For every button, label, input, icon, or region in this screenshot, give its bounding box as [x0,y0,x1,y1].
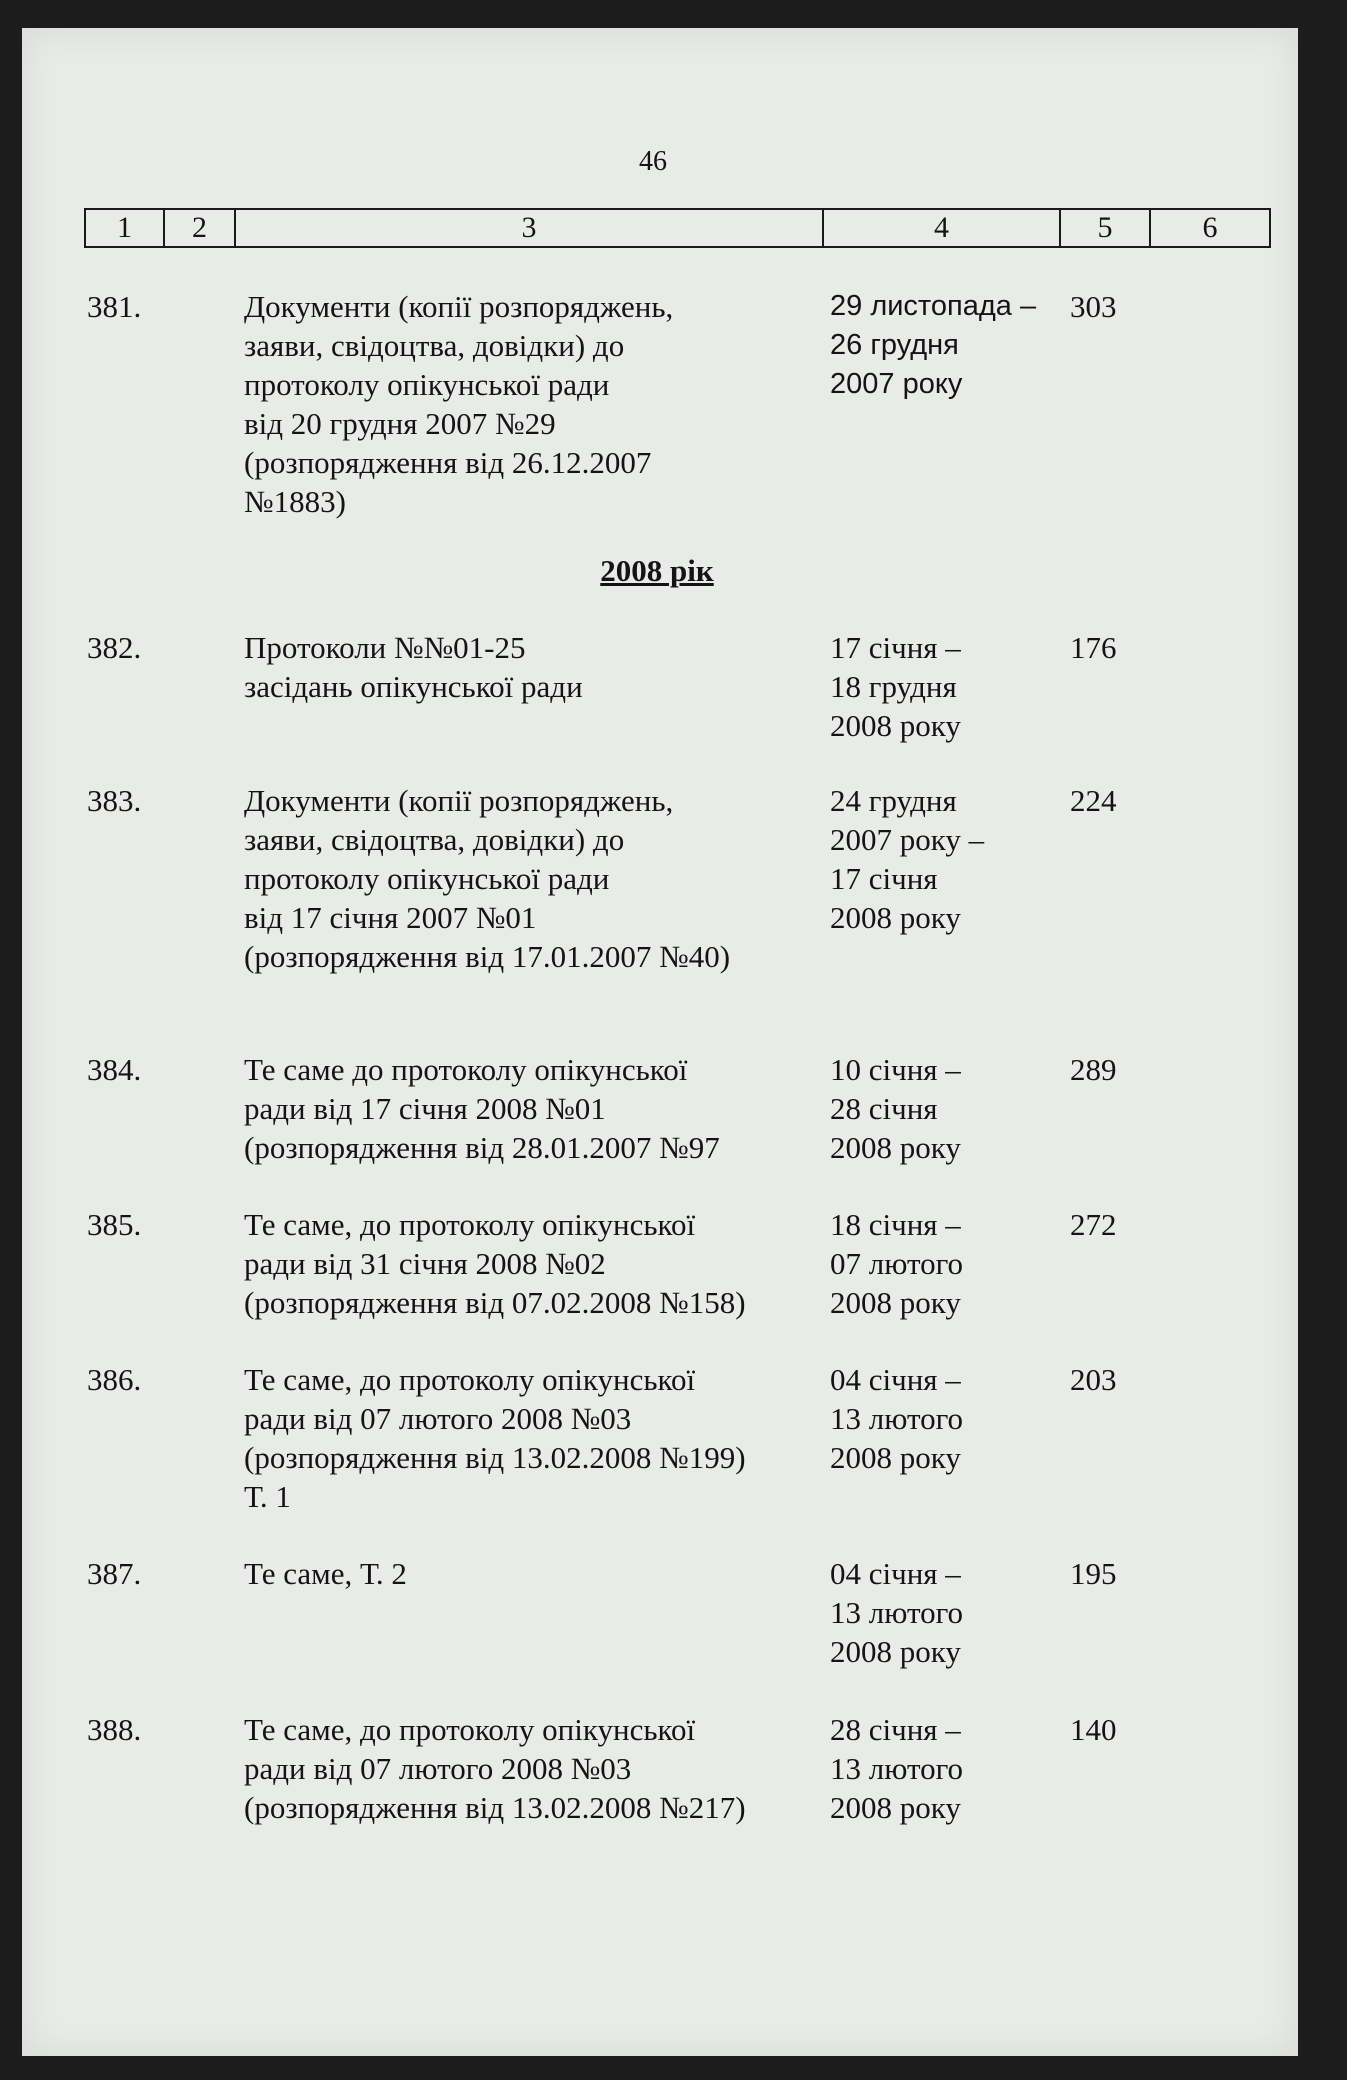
date-line: 28 січня – [830,1712,961,1747]
description-line: протоколу опікунської ради [244,367,610,402]
description-line: Те саме до протоколу опікунської [244,1052,688,1087]
entry-number: 385. [87,1207,142,1242]
page-number: 46 [639,146,667,177]
description-line: Те саме, до протоколу опікунської [244,1207,696,1242]
date-line: 07 лютого [830,1246,964,1281]
description-line: №1883) [244,484,346,519]
description-line: Те саме, до протоколу опікунської [244,1712,696,1747]
description-line: заяви, свідоцтва, довідки) до [244,822,625,857]
date-line: 2007 року [830,368,963,400]
date-line: 2008 року [830,1440,961,1475]
date-line: 2008 року [830,1790,961,1825]
entry-sheet-count: 224 [1070,783,1117,818]
description-line: (розпорядження від 13.02.2008 №217) [244,1790,746,1825]
entry-description [244,287,673,521]
entry-dates [830,1050,961,1167]
description-line: ради від 31 січня 2008 №02 [244,1246,606,1281]
description-line: (розпорядження від 13.02.2008 №199) [244,1440,746,1475]
entry-sheet-count: 176 [1070,630,1117,665]
entry-description [244,1360,746,1516]
description-line: Документи (копії розпоряджень, [244,289,674,324]
entry-description [244,781,730,976]
date-line: 2008 року [830,1285,961,1320]
entry-number: 386. [87,1362,142,1397]
entry-number: 382. [87,630,142,665]
date-line: 29 листопада – [830,290,1037,322]
date-line: 13 лютого [830,1595,964,1630]
date-line: 28 січня [830,1091,938,1126]
date-line: 17 січня – [830,630,961,665]
date-line: 24 грудня [830,783,957,818]
entry-description [244,1050,720,1167]
entry-dates [830,1360,963,1477]
description-line: ради від 07 лютого 2008 №03 [244,1401,632,1436]
description-line: (розпорядження від 28.01.2007 №97 [244,1130,720,1165]
date-line: 2008 року [830,708,961,743]
entry-dates [830,781,984,937]
description-line: Протоколи №№01-25 [244,630,526,665]
date-line: 10 січня – [830,1052,961,1087]
entry-dates [830,628,961,745]
entry-sheet-count: 140 [1070,1712,1117,1747]
column-header-table [84,208,1271,248]
column-header-6: 6 [1150,209,1270,247]
date-line: 18 січня – [830,1207,961,1242]
date-line: 2008 року [830,1130,961,1165]
description-line: Т. 1 [244,1479,291,1514]
date-line: 2007 року – [830,822,985,857]
entry-description [244,628,583,706]
entry-description [244,1205,746,1322]
entry-number: 383. [87,783,142,818]
entry-number: 381. [87,289,142,324]
entry-description [244,1554,407,1593]
description-line: ради від 17 січня 2008 №01 [244,1091,606,1126]
entry-dates [830,1205,963,1322]
description-line: Документи (копії розпоряджень, [244,783,674,818]
column-header-row [85,209,1270,247]
date-line: 04 січня – [830,1362,961,1397]
column-header-3: 3 [235,209,823,247]
entry-number: 388. [87,1712,142,1747]
description-line: (розпорядження від 26.12.2007 [244,445,652,480]
entry-sheet-count: 195 [1070,1556,1117,1591]
document-page [22,28,1298,2056]
entry-number: 387. [87,1556,142,1591]
date-line: 04 січня – [830,1556,961,1591]
column-header-4: 4 [823,209,1060,247]
description-line: заяви, свідоцтва, довідки) до [244,328,625,363]
entry-dates [830,287,1036,404]
entry-description [244,1710,746,1827]
description-line: (розпорядження від 17.01.2007 №40) [244,939,731,974]
entry-number: 384. [87,1052,142,1087]
description-line: Те саме, Т. 2 [244,1556,407,1591]
description-line: від 17 січня 2007 №01 [244,900,537,935]
date-line: 18 грудня [830,669,957,704]
date-line: 13 лютого [830,1751,964,1786]
date-line: 2008 року [830,900,961,935]
column-header-2: 2 [164,209,235,247]
description-line: від 20 грудня 2007 №29 [244,406,556,441]
entry-dates [830,1554,963,1671]
description-line: Те саме, до протоколу опікунської [244,1362,696,1397]
entry-sheet-count: 272 [1070,1207,1117,1242]
date-line: 17 січня [830,861,938,896]
description-line: засідань опікунської ради [244,669,583,704]
entry-sheet-count: 303 [1070,289,1117,324]
entry-sheet-count: 203 [1070,1362,1117,1397]
column-header-1: 1 [85,209,164,247]
date-line: 2008 року [830,1634,961,1669]
entry-sheet-count: 289 [1070,1052,1117,1087]
year-heading: 2008 рік [600,553,714,588]
date-line: 13 лютого [830,1401,964,1436]
date-line: 26 грудня [830,329,959,361]
column-header-5: 5 [1060,209,1150,247]
description-line: (розпорядження від 07.02.2008 №158) [244,1285,746,1320]
entry-dates [830,1710,963,1827]
description-line: протоколу опікунської ради [244,861,610,896]
description-line: ради від 07 лютого 2008 №03 [244,1751,632,1786]
